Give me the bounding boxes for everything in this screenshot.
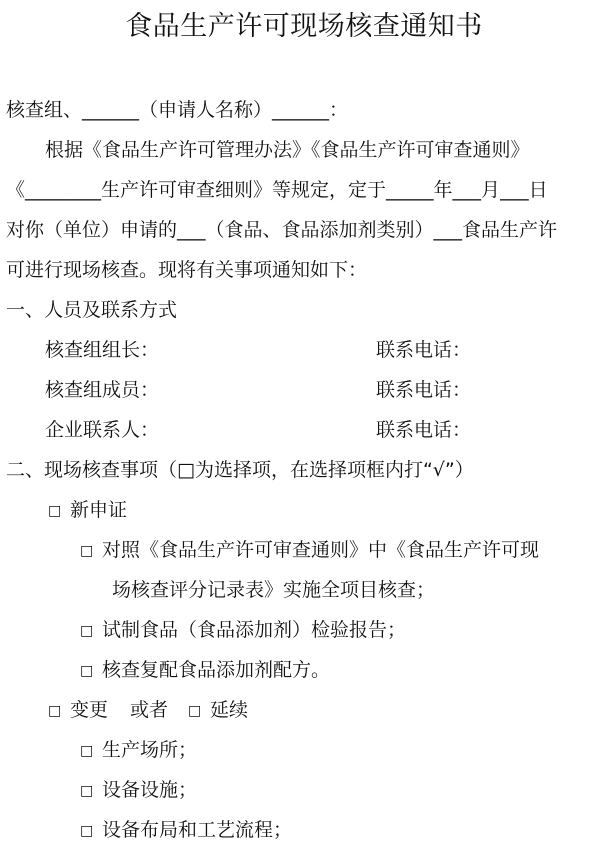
renew-label: 延续 xyxy=(210,699,249,721)
body-line-3 xyxy=(6,216,557,244)
month-blank[interactable]: ___ xyxy=(452,179,482,201)
company-contact-label: 企业联系人： xyxy=(45,419,160,441)
new-cert-checkbox[interactable]: □ xyxy=(48,503,62,519)
body-line-4: 可进行现场核查。现将有关事项通知如下： xyxy=(6,259,368,281)
or-label: 或者 xyxy=(130,699,169,721)
new-cert-label: 新申证 xyxy=(70,499,128,521)
addressee-prefix: 核查组、 xyxy=(6,99,83,121)
site-checkbox[interactable]: □ xyxy=(80,743,94,759)
full-review-checkbox[interactable]: □ xyxy=(80,543,94,559)
body-line-2 xyxy=(6,176,548,204)
change-label: 变更 xyxy=(70,699,109,721)
applicant-name-blank[interactable]: ______（申请人名称）______ xyxy=(82,99,330,121)
renew-checkbox[interactable]: □ xyxy=(188,703,202,719)
full-review-label-cont: 场核查评分记录表》实施全项目核查； xyxy=(112,579,436,601)
team-leader-phone-label: 联系电话： xyxy=(376,339,472,361)
change-item-site xyxy=(80,736,197,764)
detail-rules-blank[interactable]: ________ xyxy=(25,179,102,201)
document-title: 食品生产许可现场核查通知书 xyxy=(125,11,483,42)
trial-report-checkbox[interactable]: □ xyxy=(80,623,94,639)
section-1-heading: 一、人员及联系方式 xyxy=(6,299,178,321)
body-line-2-open: 《 xyxy=(6,179,26,201)
formula-checkbox[interactable]: □ xyxy=(80,663,94,679)
day-label: 日 xyxy=(528,179,548,201)
year-label: 年 xyxy=(433,179,453,201)
day-blank[interactable]: ___ xyxy=(500,179,529,201)
trial-report-label: 试制食品（食品添加剂）检验报告； xyxy=(102,619,407,641)
section-2-heading: 二、现场核查事项（□为选择项，在选择项框内打“√”） xyxy=(6,459,474,481)
equipment-checkbox[interactable]: □ xyxy=(80,783,94,799)
company-contact-phone-label: 联系电话： xyxy=(376,419,472,441)
new-item-full-review xyxy=(80,536,539,564)
body-line-2-text: 生产许可审查细则》等规定，定于 xyxy=(101,179,387,201)
body-line-1: 根据《食品生产许可管理办法》《食品生产许可审查通则》 xyxy=(45,139,530,161)
body-line-3-text-b: 食品生产许 xyxy=(462,219,558,241)
body-line-3-text-a: 对你（单位）申请的 xyxy=(6,219,178,241)
addressee-line xyxy=(6,96,348,124)
full-review-label: 对照《食品生产许可审查通则》中《食品生产许可现 xyxy=(102,539,540,561)
food-category-blank[interactable]: ___（食品、食品添加剂类别）___ xyxy=(177,219,463,241)
change-item-layout xyxy=(80,816,292,844)
year-blank[interactable]: _____ xyxy=(386,179,434,201)
layout-checkbox[interactable]: □ xyxy=(80,823,94,839)
new-item-formula xyxy=(80,656,330,684)
addressee-suffix: ： xyxy=(329,99,349,121)
change-checkbox[interactable]: □ xyxy=(48,703,62,719)
formula-label: 核查复配食品添加剂配方。 xyxy=(102,659,331,681)
new-item-trial-report xyxy=(80,616,406,644)
site-label: 生产场所； xyxy=(102,739,198,761)
change-renew-option xyxy=(48,696,248,724)
layout-label: 设备布局和工艺流程； xyxy=(102,819,293,841)
team-member-label: 核查组成员： xyxy=(45,379,160,401)
team-leader-label: 核查组组长： xyxy=(45,339,160,361)
equipment-label: 设备设施； xyxy=(102,779,198,801)
change-item-equipment xyxy=(80,776,197,804)
team-member-phone-label: 联系电话： xyxy=(376,379,472,401)
new-cert-option xyxy=(48,496,127,524)
month-label: 月 xyxy=(481,179,501,201)
